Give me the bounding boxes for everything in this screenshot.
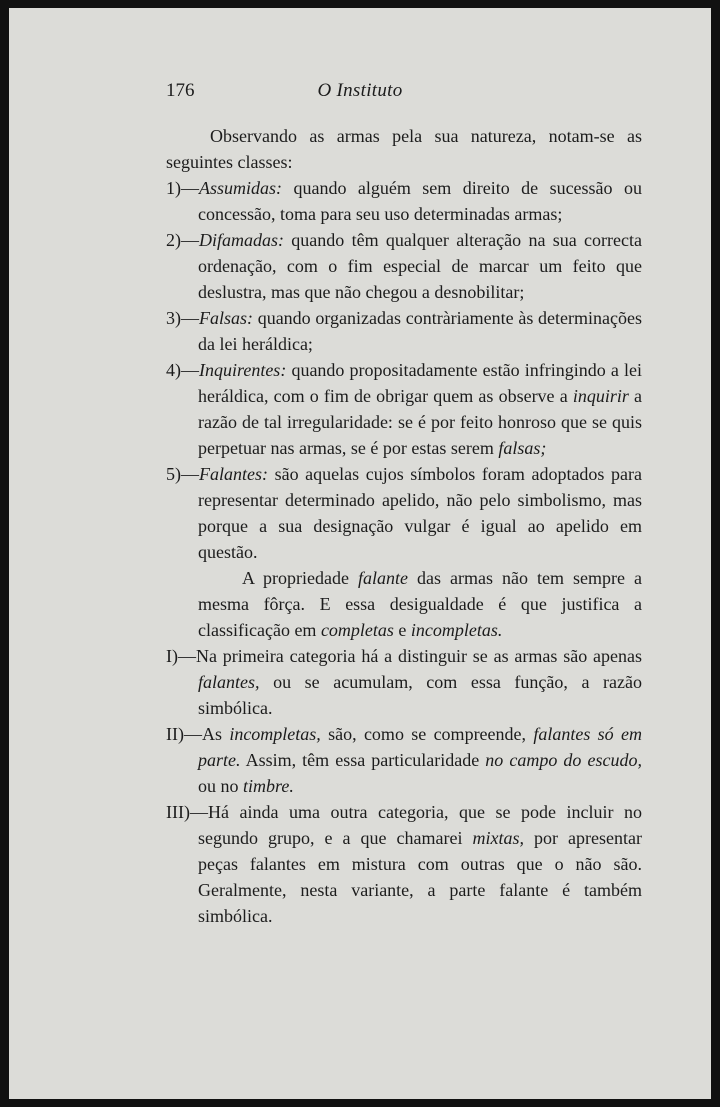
item-text: quando propositadamente estão infringindo a lei heráldica, com o fim de obrigar quem as observe a (198, 360, 642, 406)
item-emphasis: falantes, (198, 672, 260, 692)
sub-list-item (166, 643, 642, 721)
note-paragraph (166, 565, 642, 643)
item-emphasis: inquirir (572, 386, 629, 406)
sub-list-item (166, 799, 642, 929)
item-emphasis: timbre. (243, 776, 294, 796)
page-body (166, 123, 642, 929)
item-text: a razão de tal irregularidade: se é por feito honroso que se quis perpetuar nas armas, se é por estas serem (198, 386, 642, 458)
item-number: 5)— (166, 464, 199, 484)
list-item (166, 461, 642, 565)
item-text: Há ainda uma outra categoria, que se pode incluir no segundo grupo, e a que chamarei (198, 802, 642, 848)
item-number: 3)— (166, 308, 199, 328)
item-text: quando têm qualquer alteração na sua correcta ordenação, com o fim especial de marcar um feito que deslustra, mas que não chegou a desnobilitar; (198, 230, 642, 302)
item-term: Falantes: (199, 464, 268, 484)
list-item (166, 175, 642, 227)
intro-paragraph: Observando as armas pela sua natureza, notam-se as seguintes classes: (166, 126, 642, 172)
note-text: A propriedade (242, 568, 358, 588)
item-emphasis: no campo do escudo, (485, 750, 642, 770)
list-item (166, 305, 642, 357)
item-text: são, como se compreende, (320, 724, 534, 744)
page-number: 176 (166, 80, 195, 101)
sub-list-item (166, 721, 642, 799)
note-emphasis: completas (320, 620, 394, 640)
item-term: Assumidas: (199, 178, 283, 198)
item-text: As (201, 724, 230, 744)
item-text: quando alguém sem direito de sucessão ou concessão, toma para seu uso determinadas armas; (198, 178, 642, 224)
item-number: 4)— (166, 360, 199, 380)
list-item (166, 357, 642, 461)
running-title: O Instituto (317, 80, 403, 101)
book-page (9, 8, 711, 1099)
item-term: Inquirentes: (199, 360, 287, 380)
note-emphasis: falante (358, 568, 408, 588)
item-number: I)— (166, 646, 196, 666)
item-term: Difamadas: (199, 230, 284, 250)
item-number: III)— (166, 802, 208, 822)
item-text: quando organizadas contràriamente às determinações da lei heráldica; (198, 308, 642, 354)
item-number: 2)— (166, 230, 199, 250)
item-text: Assim, têm essa particularidade (240, 750, 486, 770)
note-text: e (393, 620, 411, 640)
list-item (166, 227, 642, 305)
item-text: Na primeira categoria há a distinguir se as armas são apenas (196, 646, 642, 666)
item-emphasis: falsas; (498, 438, 547, 458)
item-number: 1)— (166, 178, 199, 198)
item-number: II)— (166, 724, 202, 744)
item-emphasis: incompletas, (229, 724, 321, 744)
item-text: são aquelas cujos símbolos foram adoptados para representar determinado apelido, não pelo simbolismo, mas porque a sua designação vulgar é igual ao apelido em questão. (198, 464, 642, 562)
note-emphasis: incompletas. (410, 620, 503, 640)
item-text: por apresentar peças falantes em mistura com outras que o não são. Geralmente, nesta variante, a parte falante é também simbólica. (198, 828, 642, 926)
note-text: das armas não tem sempre a mesma fôrça. E essa desigualdade é que justifica a classificação em (198, 568, 643, 640)
item-text: ou no (198, 776, 243, 796)
item-emphasis: falantes só em parte. (198, 724, 642, 770)
item-term: Falsas: (199, 308, 253, 328)
item-emphasis: mixtas, (472, 828, 525, 848)
item-text: ou se acumulam, com essa função, a razão simbólica. (198, 672, 642, 718)
page-header (9, 80, 711, 110)
